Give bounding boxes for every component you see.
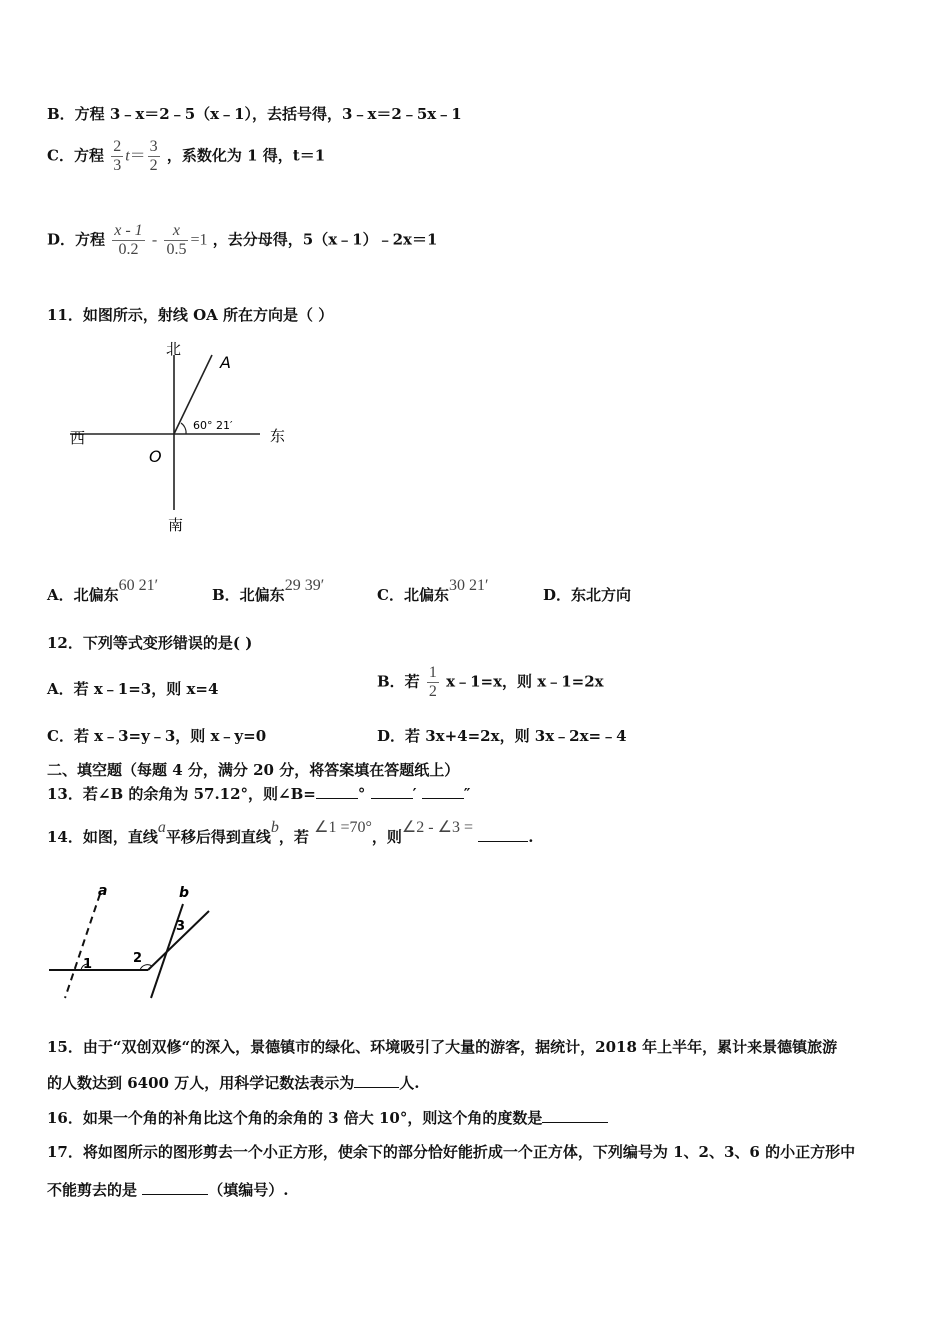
fig-label-b: b <box>179 885 190 901</box>
q11-b-angle: 29 39′ <box>284 577 325 594</box>
angle-arc <box>181 423 186 434</box>
q12-option-b: B．若 $\frac{1}{2}$ x﹣1=x，则 x﹣1=2x <box>377 664 604 700</box>
q14-expression: ∠2 - ∠3 = <box>401 819 473 836</box>
q11-compass-figure <box>60 335 300 535</box>
q14-line-b: b <box>270 819 279 836</box>
q12-b-fraction: $\frac{1}{2}$ <box>428 664 437 700</box>
q10-option-d <box>47 222 437 259</box>
line-a <box>65 894 100 998</box>
q10-option-b: B．方程 3﹣x＝2﹣5（x﹣1），去括号得，3﹣x＝2﹣5x﹣1 <box>47 105 462 123</box>
q11-option-c: C．北偏东30 21′ <box>377 577 489 604</box>
q14-condition: ∠1 =70° <box>314 819 372 836</box>
q10-c-eq: ＝ <box>129 147 146 165</box>
q14-parallel-lines-figure <box>45 880 225 1005</box>
q12-option-c: C．若 x﹣3=y﹣3，则 x﹣y=0 <box>47 727 267 745</box>
label-origin: O <box>149 447 162 466</box>
q15-line-1: 15．由于“双创双修“的深入，景德镇市的绿化、环境吸引了大量的游客，据统计，2018 年上半年，累计来景德镇旅游 <box>47 1038 838 1056</box>
label-west: 西 <box>70 429 86 447</box>
q11-option-d: D．东北方向 <box>543 586 632 604</box>
q17-line-2: 不能剪去的是 （填编号）. <box>47 1181 289 1199</box>
fig-label-2: 2 <box>133 951 143 966</box>
q10-c-fraction-2: $\frac{3}{2}$ <box>149 138 158 174</box>
q12-option-d: D．若 3x+4=2x，则 3x﹣2x=﹣4 <box>377 727 627 745</box>
q15-line-2: 的人数达到 6400 万人，用科学记数法表示为 人. <box>47 1074 420 1092</box>
q13: 13．若∠B 的余角为 57.12°，则∠B= ° ′ ″ <box>47 785 471 803</box>
label-east: 东 <box>270 427 286 445</box>
fig-label-3: 3 <box>176 919 186 934</box>
q10-c-suffix: ，系数化为 1 得，t＝1 <box>166 146 326 165</box>
label-south: 南 <box>168 516 184 534</box>
q11-c-angle: 30 21′ <box>448 577 489 594</box>
q10-d-minus: - <box>151 231 158 249</box>
q10-d-suffix: ，去分母得，5（x﹣1）﹣2x＝1 <box>212 230 438 249</box>
q10-d-fraction-1: $\frac{x - 1}{0.2}$ <box>114 222 143 258</box>
q10-option-c <box>47 138 325 175</box>
q10-d-prefix: D．方程 <box>47 230 106 249</box>
q14-line-a: a <box>157 819 166 836</box>
q10-d-eq: =1 <box>190 231 208 249</box>
q14: 14．如图，直线a平移后得到直线b，若 ∠1 =70°，则∠2 - ∠3 = . <box>47 819 534 846</box>
q10-c-fraction-1: $\frac{2}{3}$ <box>113 138 122 174</box>
q12-option-a: A．若 x﹣1=3，则 x=4 <box>47 680 219 698</box>
q16: 16．如果一个角的补角比这个角的余角的 3 倍大 10°，则这个角的度数是 <box>47 1107 608 1128</box>
label-north: 北 <box>166 340 182 358</box>
q11-option-b: B．北偏东29 39′ <box>212 577 325 604</box>
q11-stem: 11．如图所示，射线 OA 所在方向是（ ） <box>47 306 334 324</box>
q12-stem: 12．下列等式变形错误的是( ) <box>47 634 253 652</box>
q11-option-a: A．北偏东60 21′ <box>47 577 159 604</box>
label-ray-a: A <box>220 353 231 372</box>
q17-line-1: 17．将如图所示的图形剪去一个小正方形，使余下的部分恰好能折成一个正方体，下列编号为 1、2、3、6 的小正方形中 <box>47 1143 856 1161</box>
fig-label-a: a <box>98 883 108 899</box>
q11-a-angle: 60 21′ <box>118 577 159 594</box>
label-angle: 60° 21′ <box>193 419 233 432</box>
q10-c-prefix: C．方程 <box>47 146 104 165</box>
fig-label-1: 1 <box>83 957 93 972</box>
q10-c-var: t <box>125 147 130 165</box>
q10-d-fraction-2: $\frac{x}{0.5}$ <box>166 222 187 258</box>
section-2-title: 二、填空题（每题 4 分，满分 20 分，将答案填在答题纸上） <box>47 761 460 779</box>
